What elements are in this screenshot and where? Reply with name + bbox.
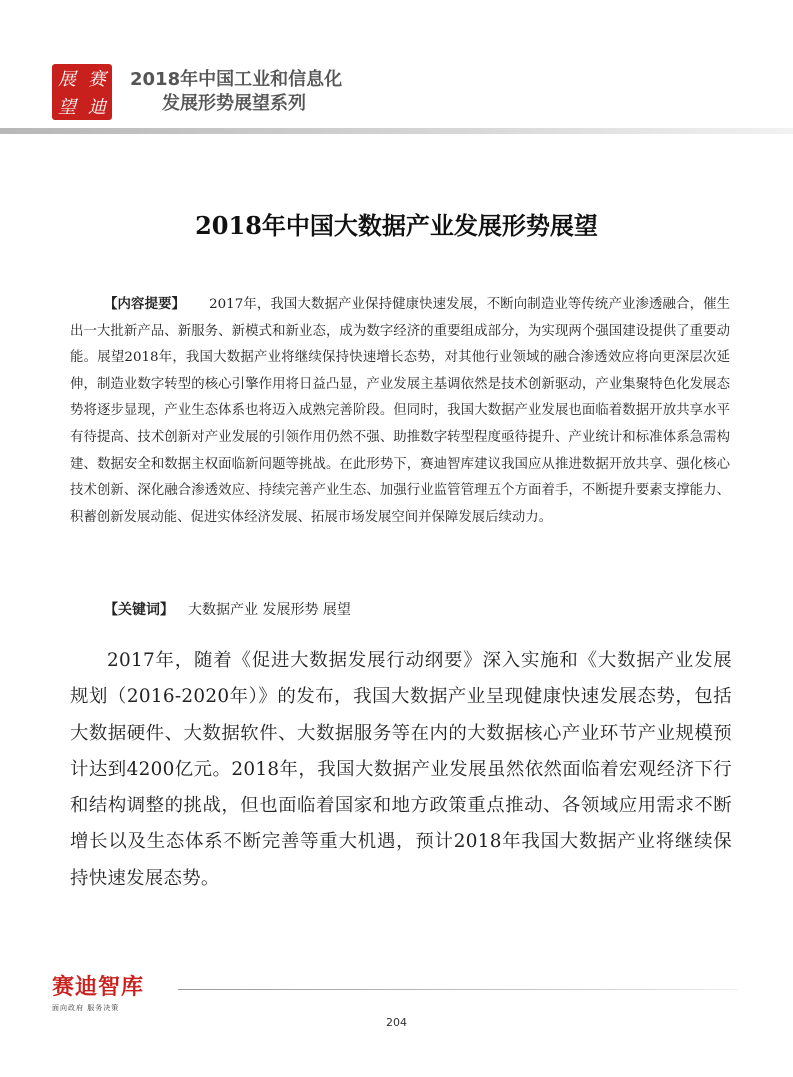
header-divider [0, 128, 793, 134]
keywords-text: 大数据产业 发展形势 展望 [188, 602, 351, 618]
series-title-line2: 发展形势展望系列 [162, 93, 306, 114]
seal-char: 展 [58, 69, 76, 90]
seal-char: 望 [58, 97, 76, 118]
series-title [130, 68, 342, 116]
series-seal-logo [52, 64, 112, 120]
keywords-label: 【关键词】 [104, 602, 174, 618]
abstract-text: 2017年，我国大数据产业保持健康快速发展，不断向制造业等传统产业渗透融合，催生出一大批新产品、新服务、新模式和新业态，成为数字经济的重要组成部分，为实现两个强国建设提供了重要动能。展望2018年，我国大数据产业将继续保持快速增长态势，对其他行业领域的融合渗透效应将向更深层次延伸，制造业数字转型的核心引擎作用将日益凸显，产业发展主基调依然是技术创新驱动，产业集聚特色化发展态势将逐步显现，产业生态体系也将迈入成熟完善阶段。但同时，我国大数据产业发展也面临着数据开放共享水平有待提高、技术创新对产业发展的引领作用仍然不强、助推数字转型程度亟待提升、产业统计和标准体系急需构建、数据安全和数据主权面临新问题等挑战。在此形势下，赛迪智库建议我国应从推进数据开放共享、强化核心技术创新、深化融合渗透效应、持续完善产业生态、加强行业监管管理五个方面着手，不断提升要素支撑能力、积蓄创新发展动能、促进实体经济发展、拓展市场发展空间并保障发展后续动力。 [70, 297, 731, 525]
document-title: 2018年中国大数据产业发展形势展望 [195, 211, 598, 240]
footer-brand-name: 赛迪智库 [52, 975, 145, 1000]
page-header [0, 0, 793, 140]
footer-brand-logo [52, 970, 192, 1013]
keywords-section [104, 597, 724, 623]
footer-slogan: 面向政府 服务决策 [52, 1004, 120, 1012]
footer-divider [178, 989, 738, 990]
seal-char: 赛 [88, 69, 106, 90]
page-number: 204 [386, 1016, 407, 1029]
abstract-section [70, 292, 730, 531]
abstract-label: 【内容提要】 [104, 297, 186, 312]
body-paragraph: 2017年，随着《促进大数据发展行动纲要》深入实施和《大数据产业发展规划（2016-2020年）》的发布，我国大数据产业呈现健康快速发展态势，包括大数据硬件、大数据软件、大数据服务等在内的大数据核心产业环节产业规模预计达到4200亿元。2018年，我国大数据产业发展虽然依然面临着宏观经济下行和结构调整的挑战，但也面临着国家和地方政策重点推动、各领域应用需求不断增长以及生态体系不断完善等重大机遇，预计2018年我国大数据产业将继续保持快速发展态势。 [70, 650, 732, 889]
series-title-line1: 2018年中国工业和信息化 [130, 69, 343, 90]
seal-char: 迪 [88, 97, 106, 118]
